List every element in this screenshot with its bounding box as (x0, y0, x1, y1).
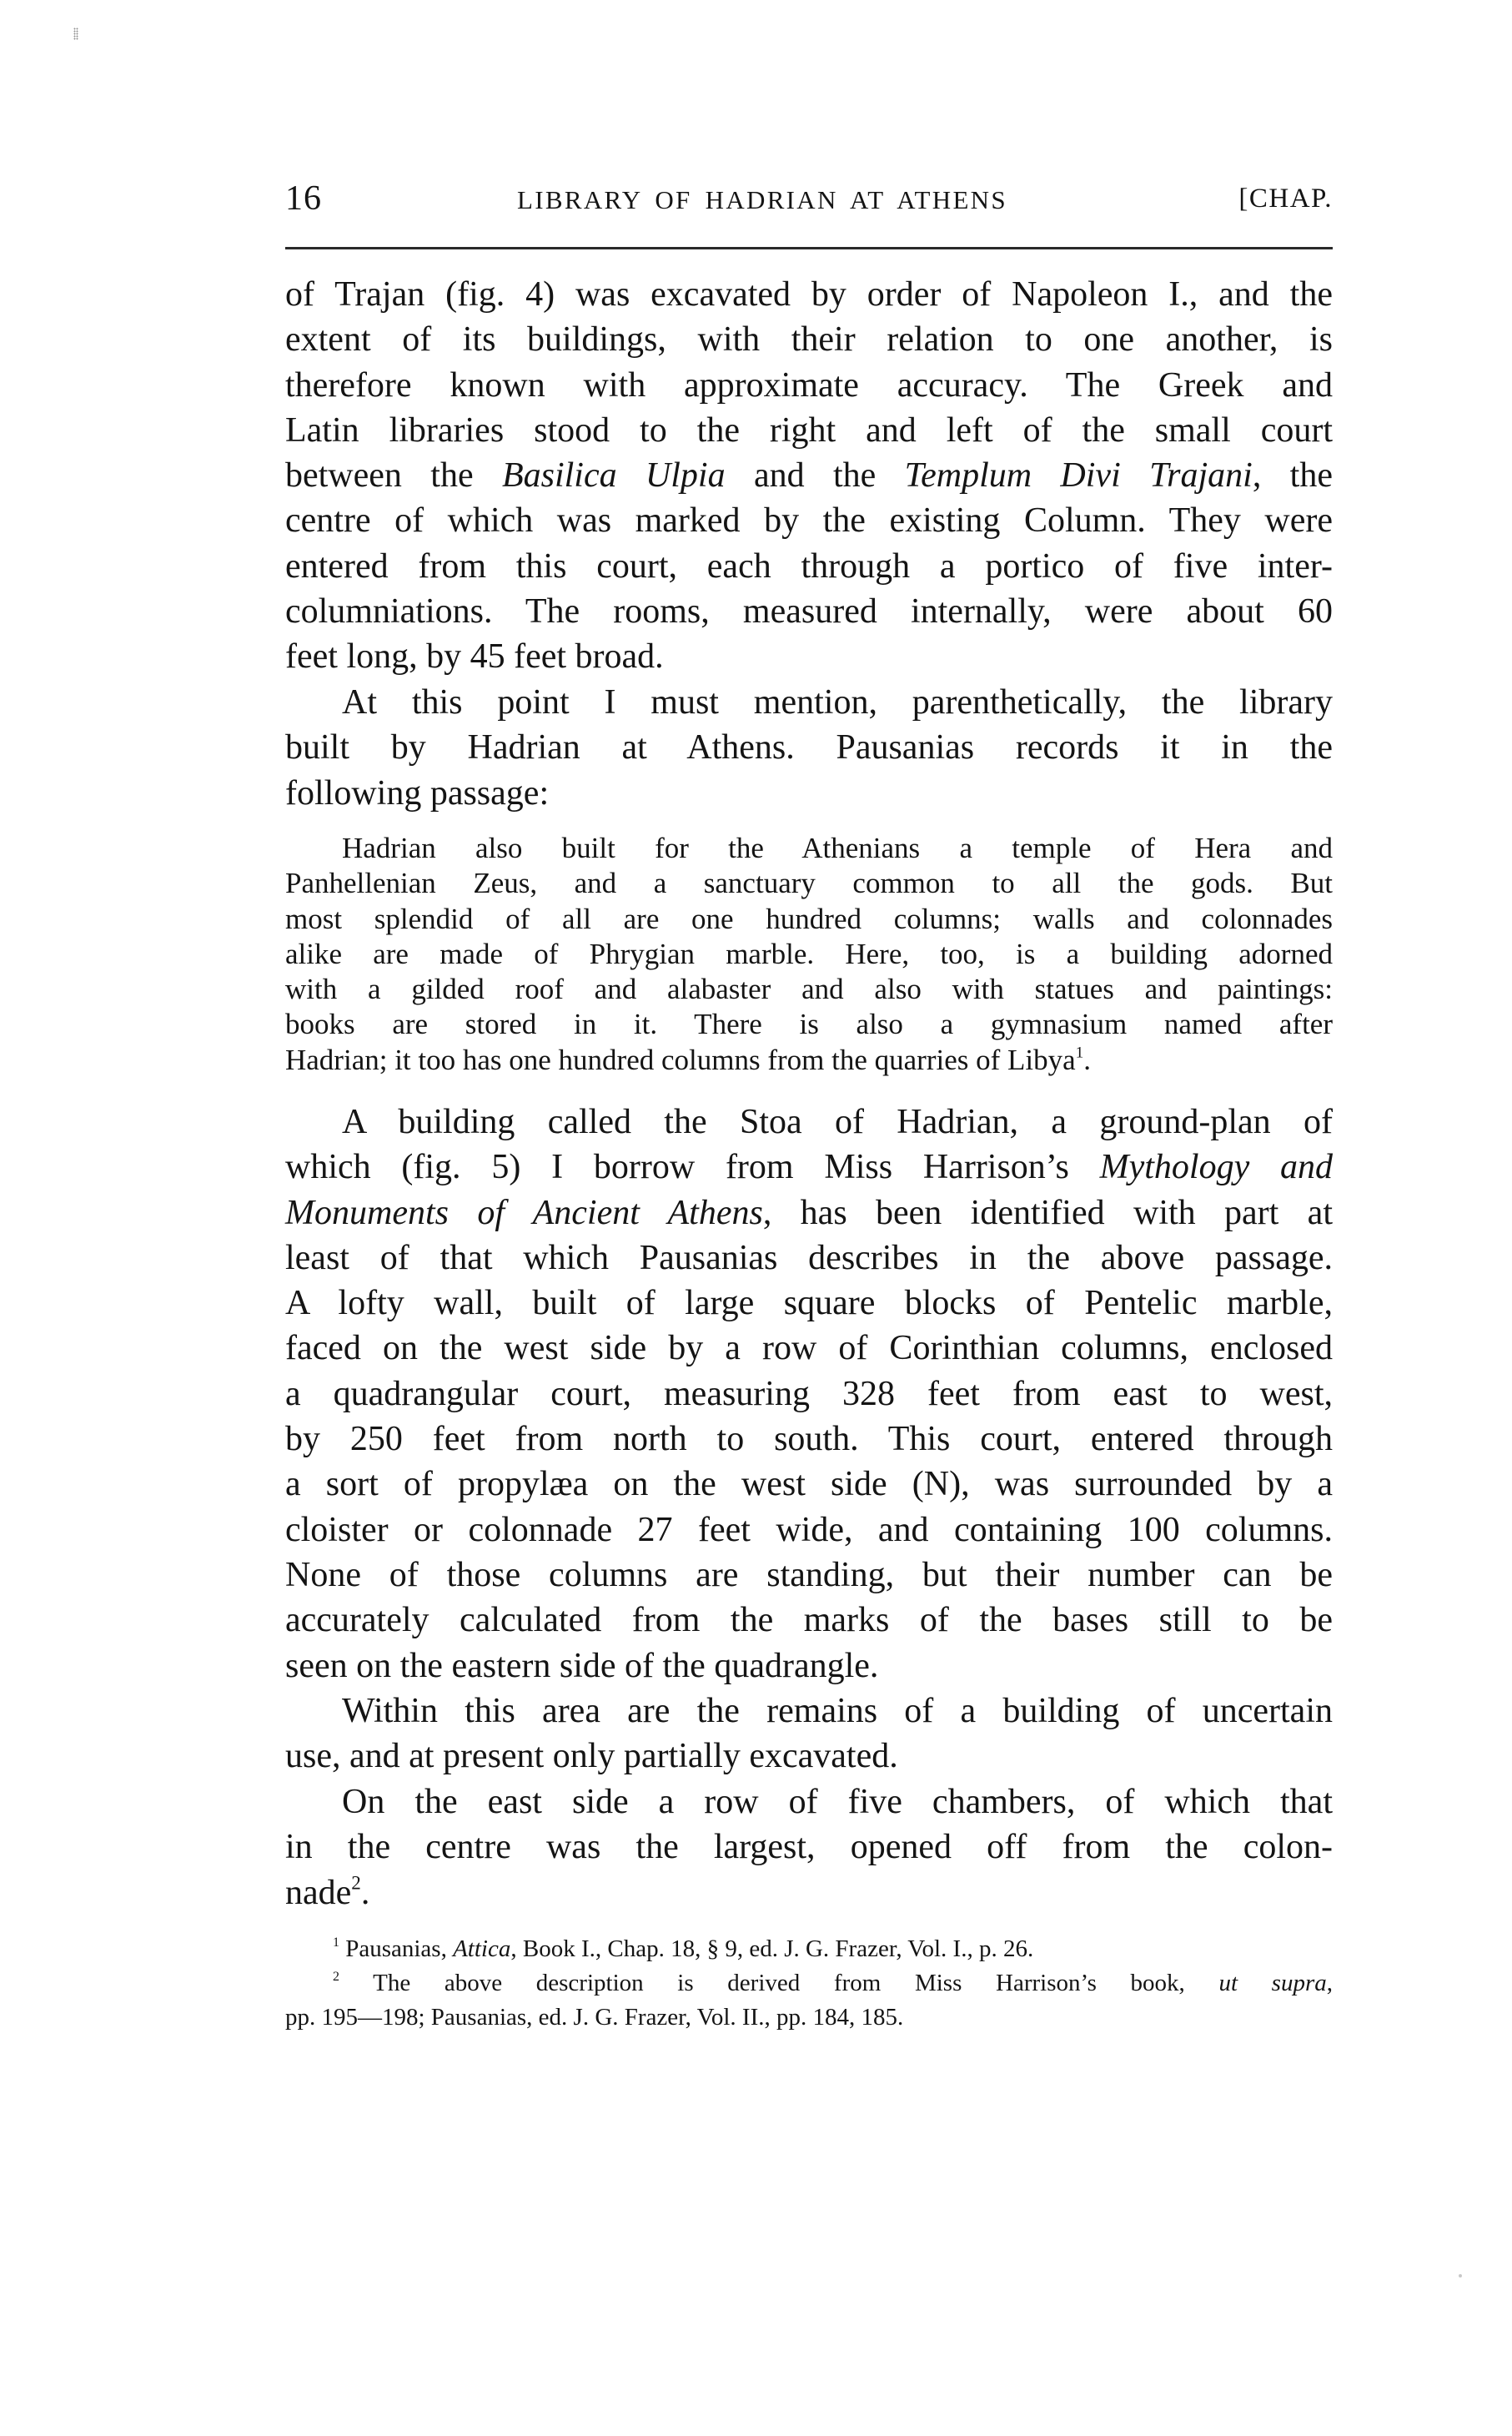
text-line (285, 1145, 1333, 1190)
quote-line: Panhellenian Zeus, and a sanctuary common to all the gods. But (285, 867, 1333, 900)
italic-ut-supra: ut supra (1218, 1970, 1327, 1996)
text-run: Pausanias, (339, 1935, 454, 1962)
scan-speck (1459, 2274, 1462, 2277)
footnote-ref[interactable]: 2 (351, 1871, 361, 1894)
period: . (1083, 1043, 1092, 1076)
text-line: therefore known with approximate accuracy. The Greek and (285, 365, 1333, 405)
quote-line: with a gilded roof and alabaster and also with statues and paintings: (285, 973, 1333, 1006)
text-line: following passage: (285, 773, 550, 813)
text-run: The above description is derived from Miss Harrison’s book, (339, 1970, 1219, 1996)
quote-line: most splendid of all are one hundred columns; walls and colonnades (285, 902, 1333, 935)
scan-speck (73, 28, 78, 40)
page-header (285, 179, 1333, 225)
quote-line (285, 1043, 1333, 1078)
text-line (285, 1870, 1333, 1915)
text-run: , Book I., Chap. 18, § 9, ed. J. G. Frazer, Vol. I., p. 26. (510, 1935, 1034, 1962)
italic-title-basilica-ulpia: Basilica Ulpia (501, 456, 726, 496)
text-line: least of that which Pausanias describes in the above passage. (285, 1238, 1333, 1277)
text-line: At this point I must mention, parenthetically, the library (342, 683, 1333, 722)
text-line: centre of which was marked by the existing Column. They were (285, 501, 1333, 541)
footnote-1 (285, 1932, 1333, 1966)
italic-title-monuments: Monuments of Ancient Athens (285, 1193, 763, 1232)
text-line: A building called the Stoa of Hadrian, a ground-plan of (342, 1103, 1333, 1141)
text-line: by 250 feet from north to south. This court, entered through (285, 1420, 1333, 1459)
text-run: Hadrian; it too has one hundred columns from the quarries of Libya (285, 1043, 1076, 1076)
text-line: seen on the eastern side of the quadrangle. (285, 1646, 879, 1685)
paragraph-uncertain-building (285, 1689, 1333, 1779)
italic-title-templum-divi-trajani: Templum Divi Trajani (904, 456, 1253, 496)
page-number: 16 (285, 179, 322, 218)
text-line: columniations. The rooms, measured internally, were about 60 (285, 592, 1333, 632)
text-run: , the (1252, 456, 1333, 496)
paragraph-trajan-libraries (285, 272, 1333, 680)
text-line: a quadrangular court, measuring 328 feet from east to west, (285, 1374, 1333, 1413)
text-run: , (1326, 1970, 1333, 1996)
text-run: , has been identified with part at (762, 1193, 1333, 1232)
text-line: a sort of propylæa on the west side (N), was surrounded by a (285, 1465, 1333, 1504)
text-line (285, 453, 1333, 498)
text-line: extent of its buildings, with their relation to one another, is (285, 320, 1333, 360)
footnotes (285, 1932, 1333, 2035)
chapter-mark: [CHAP. (1238, 184, 1333, 214)
text-run: between the (285, 456, 502, 496)
text-run: nade (285, 1873, 352, 1912)
text-line: built by Hadrian at Athens. Pausanias records it in the (285, 728, 1333, 768)
paragraph-five-chambers (285, 1779, 1333, 1915)
footnote-ref[interactable]: 1 (1075, 1044, 1084, 1062)
period: . (360, 1873, 370, 1912)
text-line: Latin libraries stood to the right and left of the small court (285, 410, 1333, 450)
paragraph-hadrian-library (285, 680, 1333, 816)
footnote-marker: 1 (333, 1935, 339, 1950)
text-line: None of those columns are standing, but their number can be (285, 1555, 1333, 1594)
quote-line: alike are made of Phrygian marble. Here, too, is a building adorned (285, 937, 1333, 970)
italic-title-attica: Attica (453, 1935, 511, 1962)
quote-line: Hadrian also built for the Athenians a temple of Hera and (342, 832, 1333, 864)
quote-line: books are stored in it. There is also a gymnasium named after (285, 1008, 1333, 1041)
text-line: A lofty wall, built of large square blocks of Pentelic marble, (285, 1284, 1333, 1323)
text-line: of Trajan (fig. 4) was excavated by order of Napoleon I., and the (285, 275, 1333, 314)
text-run: which (fig. 5) I borrow from Miss Harrison’s (285, 1148, 1100, 1187)
text-line: use, and at present only partially excavated. (285, 1737, 898, 1776)
text-run: and the (725, 456, 905, 496)
text-line: cloister or colonnade 27 feet wide, and containing 100 columns. (285, 1510, 1333, 1549)
text-line: Within this area are the remains of a building of uncertain (342, 1692, 1333, 1730)
header-rule (285, 247, 1333, 249)
block-quote-pausanias (285, 831, 1333, 1078)
text-line (285, 1190, 1333, 1236)
footnote-2 (285, 1966, 1333, 2001)
text-line: entered from this court, each through a portico of five inter- (285, 546, 1333, 586)
text-line: in the centre was the largest, opened off from the colon- (285, 1828, 1333, 1867)
text-line: feet long, by 45 feet broad. (285, 637, 664, 677)
footnote-2-continuation: pp. 195—198; Pausanias, ed. J. G. Frazer, Vol. II., pp. 184, 185. (285, 2004, 904, 2031)
text-line: On the east side a row of five chambers, of which that (342, 1783, 1333, 1821)
footnote-marker: 2 (333, 1970, 339, 1985)
italic-title-mythology: Mythology and (1099, 1148, 1333, 1187)
text-line: accurately calculated from the marks of the bases still to be (285, 1601, 1333, 1640)
paragraph-stoa-of-hadrian (285, 1100, 1333, 1689)
text-line: faced on the west side by a row of Corinthian columns, enclosed (285, 1329, 1333, 1368)
running-title: LIBRARY OF HADRIAN AT ATHENS (517, 185, 1007, 214)
